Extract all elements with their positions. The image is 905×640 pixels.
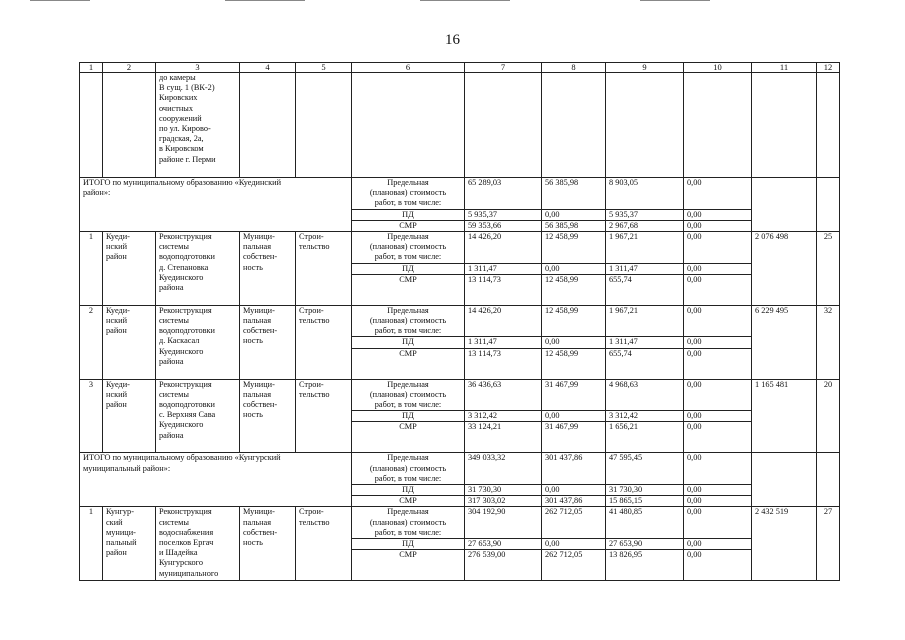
local-share-cell: 0,00 <box>684 411 752 422</box>
regional-share-cell: 3 312,42 <box>606 411 684 422</box>
row-number: 1 <box>80 232 103 306</box>
local-share-cell: 0,00 <box>684 274 752 305</box>
cost-type-label: СМР <box>352 220 465 231</box>
limit-cost-cell: 33 124,21 <box>465 422 542 453</box>
regional-share-cell: 27 653,90 <box>606 539 684 550</box>
limit-cost-cell: 13 114,73 <box>465 348 542 379</box>
cost-type-label: Предельная (плановая) стоимость работ, в том числе: <box>352 305 465 337</box>
cost-type-label: СМР <box>352 422 465 453</box>
ownership-form: Муници- пальная собствен- ность <box>240 379 296 453</box>
capacity-value: 6 229 495 <box>752 305 817 379</box>
regional-share-cell: 1 967,21 <box>606 232 684 264</box>
column-header: 10 <box>684 63 752 73</box>
regional-share-cell: 2 967,68 <box>606 220 684 231</box>
total-row <box>80 178 840 210</box>
scan-edge-line <box>420 0 510 1</box>
local-share-cell: 0,00 <box>684 422 752 453</box>
local-share-cell: 0,00 <box>684 209 752 220</box>
cost-type-label: СМР <box>352 550 465 581</box>
regional-share-cell: 1 311,47 <box>606 263 684 274</box>
federal-share-cell: 56 385,98 <box>542 178 606 210</box>
federal-share-cell: 0,00 <box>542 337 606 348</box>
total-label: ИТОГО по муниципальному образованию «Кунгурский муниципальный район»: <box>80 453 352 507</box>
local-share-cell: 0,00 <box>684 496 752 507</box>
limit-cost-cell: 36 436,63 <box>465 379 542 411</box>
column-header: 6 <box>352 63 465 73</box>
local-share-cell: 0,00 <box>684 507 752 539</box>
local-share-cell: 0,00 <box>684 379 752 411</box>
federal-share-cell: 262 712,05 <box>542 507 606 539</box>
limit-cost-cell: 31 730,30 <box>465 485 542 496</box>
column-header: 7 <box>465 63 542 73</box>
column-number-row <box>80 63 840 73</box>
limit-cost-cell: 5 935,37 <box>465 209 542 220</box>
column-header: 1 <box>80 63 103 73</box>
cost-type-label: Предельная (плановая) стоимость работ, в том числе: <box>352 232 465 264</box>
local-share-cell: 0,00 <box>684 337 752 348</box>
local-share-cell: 0,00 <box>684 453 752 485</box>
regional-share-cell: 41 480,85 <box>606 507 684 539</box>
work-type: Строи- тельство <box>296 305 352 379</box>
column-header: 4 <box>240 63 296 73</box>
federal-share-cell: 56 385,98 <box>542 220 606 231</box>
local-share-cell: 0,00 <box>684 539 752 550</box>
regional-share-cell: 15 865,15 <box>606 496 684 507</box>
capital-investment-table <box>79 62 840 581</box>
object-name: Реконструкция системы водоподготовки с. Верхняя Сава Куединского района <box>156 379 240 453</box>
cost-type-label: ПД <box>352 411 465 422</box>
regional-share-cell: 5 935,37 <box>606 209 684 220</box>
column-header: 3 <box>156 63 240 73</box>
regional-share-cell: 1 656,21 <box>606 422 684 453</box>
regional-share-cell: 1 311,47 <box>606 337 684 348</box>
empty-cell <box>752 453 817 507</box>
district-name: Куеди- нский район <box>103 379 156 453</box>
ownership-form: Муници- пальная собствен- ность <box>240 232 296 306</box>
federal-share-cell: 0,00 <box>542 485 606 496</box>
regional-share-cell: 47 595,45 <box>606 453 684 485</box>
regional-share-cell: 13 826,95 <box>606 550 684 581</box>
limit-cost-cell: 14 426,20 <box>465 232 542 264</box>
federal-share-cell: 301 437,86 <box>542 496 606 507</box>
federal-share-cell: 12 458,99 <box>542 232 606 264</box>
row-number: 1 <box>80 507 103 581</box>
term-value: 27 <box>817 507 840 581</box>
cost-type-label: Предельная (плановая) стоимость работ, в том числе: <box>352 453 465 485</box>
term-value: 32 <box>817 305 840 379</box>
ownership-form: Муници- пальная собствен- ность <box>240 305 296 379</box>
regional-share-cell: 4 968,63 <box>606 379 684 411</box>
work-type: Строи- тельство <box>296 379 352 453</box>
federal-share-cell: 31 467,99 <box>542 422 606 453</box>
empty-cell <box>817 178 840 232</box>
federal-share-cell: 0,00 <box>542 209 606 220</box>
empty-cell <box>817 453 840 507</box>
continuation-row <box>80 73 840 178</box>
object-name-continued: до камеры В сущ. 1 (ВК-2) Кировских очистных сооружений по ул. Кирово- градская, 2а, в Кировском районе г. Перми <box>156 73 240 178</box>
cost-type-label: ПД <box>352 263 465 274</box>
object-row <box>80 379 840 411</box>
cost-type-label: СМР <box>352 274 465 305</box>
district-name: Куеди- нский район <box>103 305 156 379</box>
limit-cost-cell: 349 033,32 <box>465 453 542 485</box>
object-name: Реконструкция системы водоподготовки д. Каскасал Куединского района <box>156 305 240 379</box>
ownership-form: Муници- пальная собствен- ность <box>240 507 296 581</box>
cost-type-label: ПД <box>352 539 465 550</box>
capacity-value: 2 432 519 <box>752 507 817 581</box>
federal-share-cell: 301 437,86 <box>542 453 606 485</box>
local-share-cell: 0,00 <box>684 178 752 210</box>
local-share-cell: 0,00 <box>684 232 752 264</box>
column-header: 12 <box>817 63 840 73</box>
cost-type-label: ПД <box>352 209 465 220</box>
total-label: ИТОГО по муниципальному образованию «Куединский район»: <box>80 178 352 232</box>
limit-cost-cell: 1 311,47 <box>465 263 542 274</box>
limit-cost-cell: 276 539,00 <box>465 550 542 581</box>
term-value: 20 <box>817 379 840 453</box>
federal-share-cell: 12 458,99 <box>542 274 606 305</box>
cost-type-label: ПД <box>352 337 465 348</box>
cost-type-label: Предельная (плановая) стоимость работ, в том числе: <box>352 178 465 210</box>
federal-share-cell: 0,00 <box>542 263 606 274</box>
federal-share-cell: 31 467,99 <box>542 379 606 411</box>
cost-type-label: Предельная (плановая) стоимость работ, в том числе: <box>352 507 465 539</box>
empty-cell <box>752 178 817 232</box>
object-row <box>80 305 840 337</box>
column-header: 5 <box>296 63 352 73</box>
limit-cost-cell: 317 303,02 <box>465 496 542 507</box>
column-header: 9 <box>606 63 684 73</box>
regional-share-cell: 655,74 <box>606 274 684 305</box>
column-header: 8 <box>542 63 606 73</box>
scan-edge-line <box>30 0 90 1</box>
federal-share-cell: 12 458,99 <box>542 305 606 337</box>
page-number: 16 <box>445 32 460 48</box>
limit-cost-cell: 304 192,90 <box>465 507 542 539</box>
limit-cost-cell: 14 426,20 <box>465 305 542 337</box>
cost-type-label: Предельная (плановая) стоимость работ, в том числе: <box>352 379 465 411</box>
limit-cost-cell: 27 653,90 <box>465 539 542 550</box>
row-number: 2 <box>80 305 103 379</box>
federal-share-cell: 0,00 <box>542 539 606 550</box>
district-name: Куеди- нский район <box>103 232 156 306</box>
local-share-cell: 0,00 <box>684 485 752 496</box>
local-share-cell: 0,00 <box>684 348 752 379</box>
cost-type-label: СМР <box>352 348 465 379</box>
federal-share-cell: 0,00 <box>542 411 606 422</box>
work-type: Строи- тельство <box>296 507 352 581</box>
federal-share-cell: 262 712,05 <box>542 550 606 581</box>
column-header: 11 <box>752 63 817 73</box>
term-value: 25 <box>817 232 840 306</box>
capacity-value: 2 076 498 <box>752 232 817 306</box>
capacity-value: 1 165 481 <box>752 379 817 453</box>
row-number: 3 <box>80 379 103 453</box>
limit-cost-cell: 59 353,66 <box>465 220 542 231</box>
regional-share-cell: 31 730,30 <box>606 485 684 496</box>
regional-share-cell: 8 903,05 <box>606 178 684 210</box>
object-row <box>80 507 840 539</box>
total-row <box>80 453 840 485</box>
work-type: Строи- тельство <box>296 232 352 306</box>
local-share-cell: 0,00 <box>684 305 752 337</box>
local-share-cell: 0,00 <box>684 263 752 274</box>
limit-cost-cell: 1 311,47 <box>465 337 542 348</box>
limit-cost-cell: 13 114,73 <box>465 274 542 305</box>
object-row <box>80 232 840 264</box>
object-name: Реконструкция системы водоподготовки д. Степановка Куединского района <box>156 232 240 306</box>
district-name: Кунгур- ский муници- пальный район <box>103 507 156 581</box>
object-name: Реконструкция системы водоснабжения поселков Ергач и Шадейка Кунгурского муниципального <box>156 507 240 581</box>
cost-type-label: СМР <box>352 496 465 507</box>
regional-share-cell: 1 967,21 <box>606 305 684 337</box>
scan-edge-line <box>225 0 305 1</box>
scan-edge-line <box>640 0 710 1</box>
federal-share-cell: 12 458,99 <box>542 348 606 379</box>
local-share-cell: 0,00 <box>684 550 752 581</box>
regional-share-cell: 655,74 <box>606 348 684 379</box>
limit-cost-cell: 65 289,03 <box>465 178 542 210</box>
cost-type-label: ПД <box>352 485 465 496</box>
limit-cost-cell: 3 312,42 <box>465 411 542 422</box>
local-share-cell: 0,00 <box>684 220 752 231</box>
column-header: 2 <box>103 63 156 73</box>
